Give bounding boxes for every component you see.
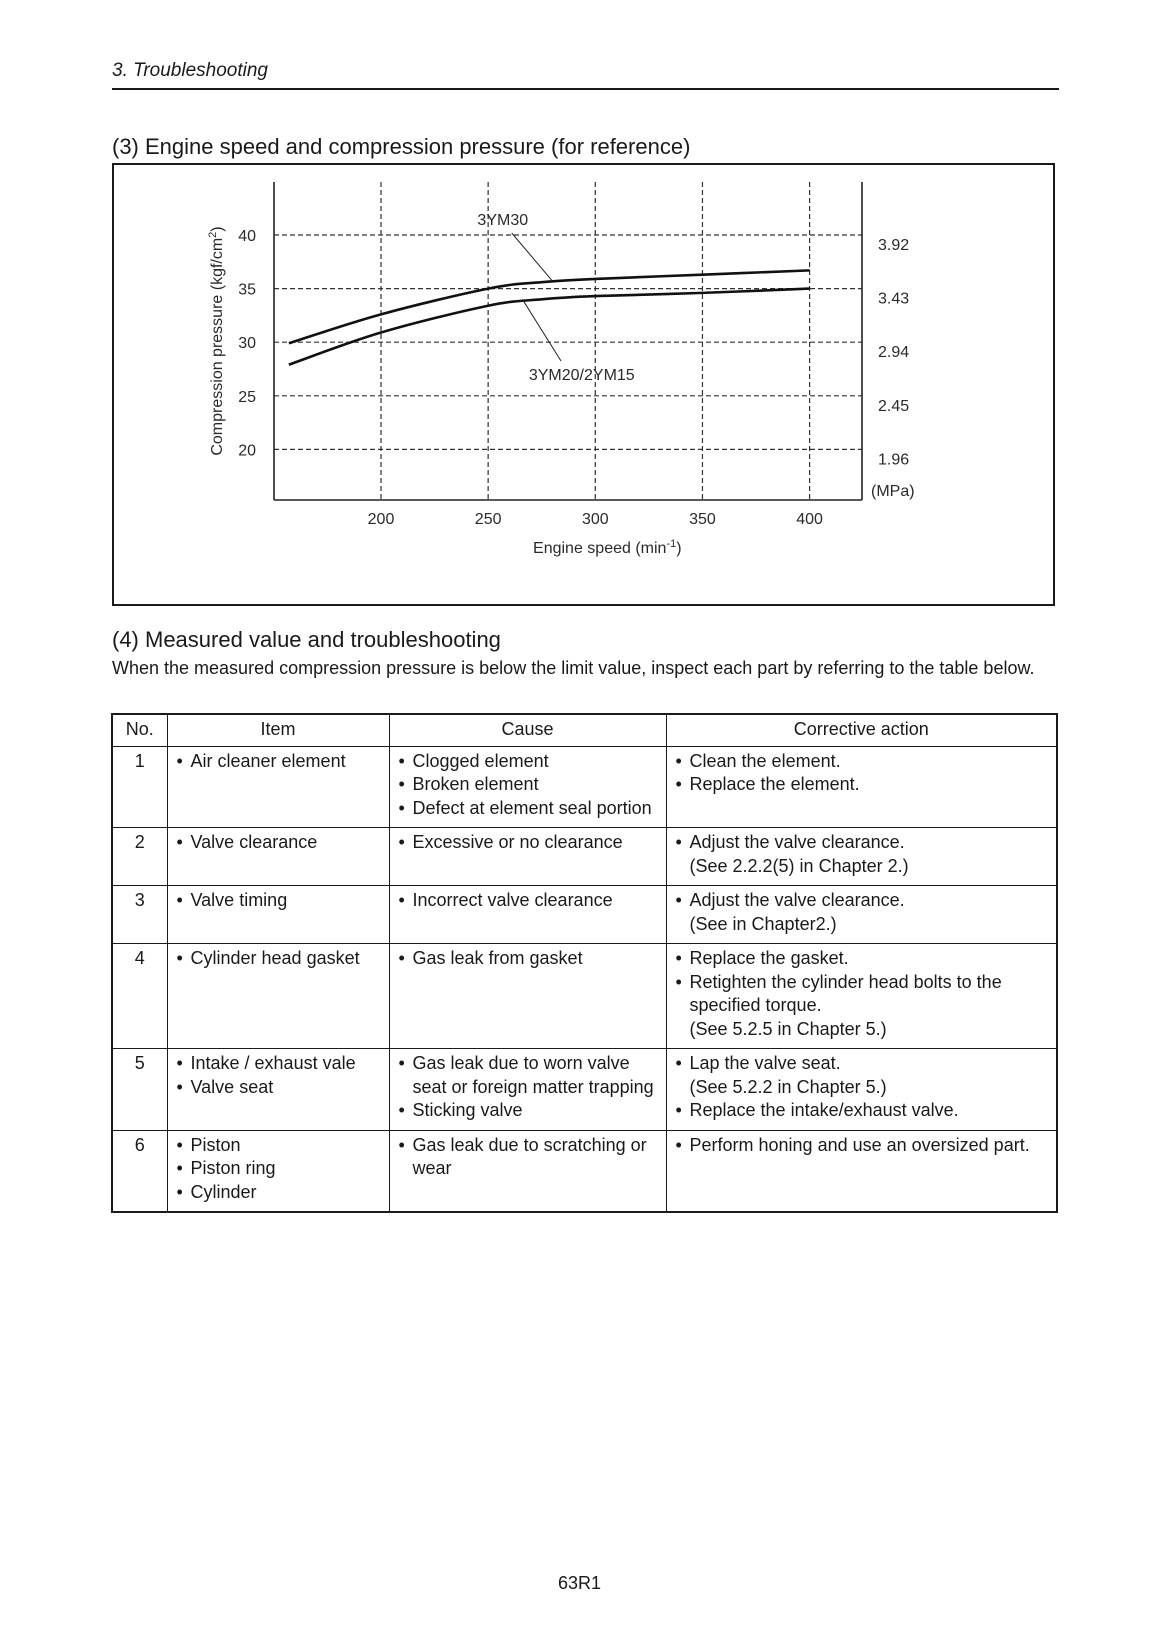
y-axis-title: Compression pressure $(kgf/cm^2)$ <box>207 226 226 456</box>
cell-item <box>167 944 389 1049</box>
cause-list <box>395 1052 661 1123</box>
page-number: 63R1 <box>557 1573 602 1593</box>
cell-no: 1 <box>112 746 167 828</box>
cell-cause <box>389 828 666 886</box>
list-item: • Excessive or no clearance <box>395 831 661 855</box>
cause-list <box>395 831 661 855</box>
section-4-title: (4) Measured value and troubleshooting <box>112 627 501 652</box>
table-row <box>112 886 1057 944</box>
list-item: • Adjust the valve clearance. (See 2.2.2(5) in Chapter 2.) <box>672 831 1052 878</box>
cell-cause <box>389 1130 666 1212</box>
troubleshooting-table <box>111 713 1058 1213</box>
x-tick-label: 350 <box>689 511 716 528</box>
cause-list <box>395 947 661 971</box>
cell-no: 4 <box>112 944 167 1049</box>
annotation-3ym20-2ym15: 3YM20/2YM15 <box>528 367 635 384</box>
x-tick-label: 400 <box>796 511 823 528</box>
action-list <box>672 831 1052 878</box>
table-row <box>112 828 1057 886</box>
chart-axes <box>274 182 862 500</box>
list-item: • Gas leak due to worn valve seat or foreign matter trapping <box>395 1052 661 1099</box>
mpa-tick-label: 3.43 <box>878 290 910 308</box>
y-tick-label: 40 <box>238 228 256 245</box>
list-item: • Broken element <box>395 773 661 797</box>
list-item: • Replace the element. <box>672 773 1052 797</box>
action-list <box>672 1134 1052 1158</box>
cause-list <box>395 889 661 913</box>
list-item: • Incorrect valve clearance <box>395 889 661 913</box>
list-item: • Sticking valve <box>395 1099 661 1123</box>
list-item: • Valve seat <box>173 1076 384 1100</box>
action-list <box>672 889 1052 936</box>
list-item: • Valve timing <box>173 889 384 913</box>
header-item: Item <box>167 714 389 746</box>
series-3ym20-2ym15-line <box>289 289 810 365</box>
action-list <box>672 750 1052 797</box>
item-list <box>173 947 384 971</box>
x-tick-label: 300 <box>581 511 609 528</box>
header-corrective-action: Corrective action <box>666 714 1057 746</box>
list-item: • Gas leak due to scratching or wear <box>395 1134 661 1181</box>
leader-line-3ym20 <box>522 299 561 361</box>
cell-cause <box>389 1049 666 1131</box>
list-item: • Lap the valve seat. (See 5.2.2 in Chapter 5.) <box>672 1052 1052 1099</box>
list-item: • Piston <box>173 1134 384 1158</box>
table-row <box>112 944 1057 1049</box>
table-row <box>112 1130 1057 1212</box>
cell-cause <box>389 746 666 828</box>
cause-list <box>395 750 661 821</box>
header-rule <box>112 88 1059 90</box>
header-cause: Cause <box>389 714 666 746</box>
list-item: • Air cleaner element <box>173 750 384 774</box>
list-item: • Defect at element seal portion <box>395 797 661 821</box>
list-item: • Valve clearance <box>173 831 384 855</box>
chart-grid <box>274 182 862 500</box>
cell-action <box>666 1130 1057 1212</box>
list-item: • Cylinder head gasket <box>173 947 384 971</box>
cell-no: 3 <box>112 886 167 944</box>
x-tick-label: 200 <box>367 511 395 528</box>
y-tick-label: 35 <box>238 281 256 299</box>
annotation-3ym30: 3YM30 <box>477 212 529 229</box>
y-tick-label: 25 <box>238 388 256 406</box>
cell-action <box>666 828 1057 886</box>
item-list <box>173 1134 384 1205</box>
cell-item <box>167 886 389 944</box>
series-3ym30-line <box>289 270 810 343</box>
list-item: • Replace the gasket. <box>672 947 1052 971</box>
mpa-tick-label: 2.45 <box>878 397 910 415</box>
y-tick-label: 20 <box>238 442 256 460</box>
action-list <box>672 947 1052 1041</box>
leader-line-3ym30 <box>512 233 553 281</box>
cell-action <box>666 944 1057 1049</box>
list-item: • Cylinder <box>173 1181 384 1205</box>
list-item: • Retighten the cylinder head bolts to the specified torque. (See 5.2.5 in Chapter 5.) <box>672 971 1052 1042</box>
list-item: • Clean the element. <box>672 750 1052 774</box>
cell-no: 5 <box>112 1049 167 1131</box>
cell-item <box>167 1049 389 1131</box>
item-list <box>173 750 384 774</box>
cell-action <box>666 886 1057 944</box>
section-3-title: (3) Engine speed and compression pressure (for reference) <box>112 134 691 159</box>
list-item: • Adjust the valve clearance. (See in Chapter2.) <box>672 889 1052 936</box>
header-no: No. <box>112 714 167 746</box>
x-tick-label: 250 <box>474 511 502 528</box>
cell-action <box>666 746 1057 828</box>
chart-frame <box>112 163 1055 606</box>
list-item: • Intake / exhaust vale <box>173 1052 384 1076</box>
cell-item <box>167 828 389 886</box>
list-item: • Piston ring <box>173 1157 384 1181</box>
x-axis-title: Engine speed $(\min^{-1})$ <box>533 538 682 557</box>
running-header: 3. Troubleshooting <box>112 60 268 81</box>
item-list <box>173 831 384 855</box>
list-item: • Perform honing and use an oversized part. <box>672 1134 1052 1158</box>
intro-paragraph: When the measured compression pressure is below the limit value, inspect each part by referring to the table below. <box>112 658 1035 678</box>
mpa-tick-label: 2.94 <box>878 344 910 362</box>
table-body <box>112 746 1057 1212</box>
cell-item <box>167 1130 389 1212</box>
list-item: • Gas leak from gasket <box>395 947 661 971</box>
compression-chart <box>114 165 1057 608</box>
table-row <box>112 1049 1057 1131</box>
y-tick-label: 30 <box>238 335 256 353</box>
table-header-row <box>112 714 1057 746</box>
cell-cause <box>389 886 666 944</box>
item-list <box>173 889 384 913</box>
table-row <box>112 746 1057 828</box>
mpa-unit-label: (MPa) <box>871 483 915 500</box>
list-item: • Clogged element <box>395 750 661 774</box>
cell-action <box>666 1049 1057 1131</box>
cell-no: 6 <box>112 1130 167 1212</box>
cell-item <box>167 746 389 828</box>
chart-labels <box>207 212 915 557</box>
mpa-tick-label: 1.96 <box>878 451 910 469</box>
cell-cause <box>389 944 666 1049</box>
cause-list <box>395 1134 661 1181</box>
list-item: • Replace the intake/exhaust valve. <box>672 1099 1052 1123</box>
chart-series <box>289 233 810 365</box>
cell-no: 2 <box>112 828 167 886</box>
item-list <box>173 1052 384 1099</box>
action-list <box>672 1052 1052 1123</box>
mpa-tick-label: 3.92 <box>878 237 910 254</box>
